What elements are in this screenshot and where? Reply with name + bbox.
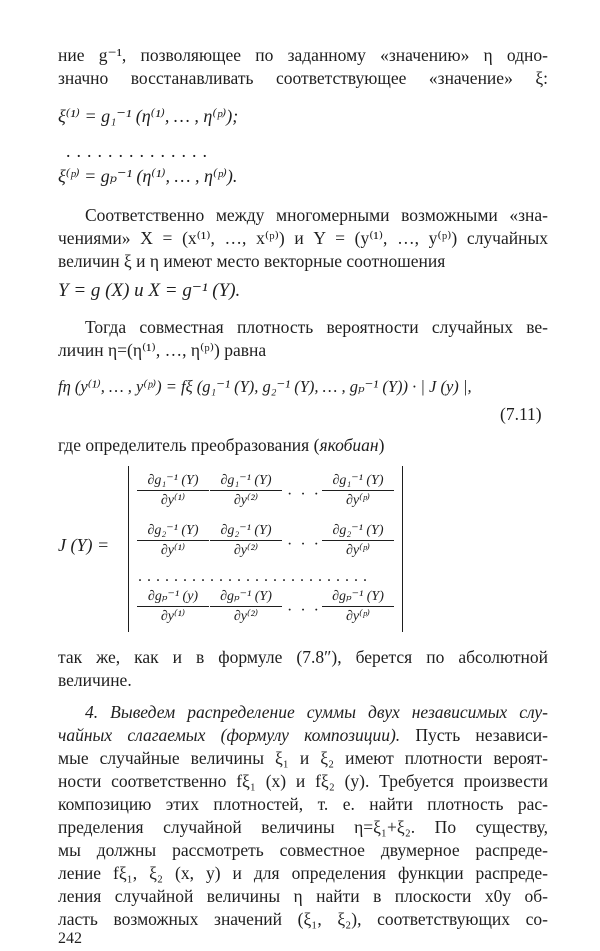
equation-number: (7.11) <box>500 404 542 424</box>
jacobian-cell <box>137 472 209 509</box>
cell-denominator: ∂y⁽²⁾ <box>233 609 259 624</box>
formula-xi-p: ξ⁽ᵖ⁾ = gₚ⁻¹ (η⁽¹⁾, … , η⁽ᵖ⁾). <box>58 166 238 186</box>
jacobian-cell <box>137 588 209 625</box>
section-heading-line: 4. Выведем распределение суммы двух независимых слу- <box>85 702 548 722</box>
text-line: ности соответственно fξ₁ (x) и fξ₂ (y). Требуется произвести <box>58 771 548 791</box>
cell-numerator: ∂gₚ⁻¹ (Y) <box>210 588 282 607</box>
text-line: ние g⁻¹, позволяющее по заданному «значению» η одно- <box>58 45 548 65</box>
formula-vector-relations: Y = g (X) и X = g⁻¹ (Y). <box>58 280 241 301</box>
text-span: где определитель преобразования ( <box>58 435 320 455</box>
cell-numerator: ∂g₁⁻¹ (Y) <box>137 472 209 491</box>
cell-denominator: ∂y⁽¹⁾ <box>160 543 186 558</box>
text-span: Пусть независи- <box>400 725 548 745</box>
jacobian-cell <box>210 588 282 625</box>
cell-numerator: ∂g₂⁻¹ (Y) <box>322 522 394 541</box>
column-ellipsis: · · · <box>287 536 321 553</box>
text-line: личин η=(η⁽¹⁾, …, η⁽ᵖ⁾) равна <box>58 340 267 360</box>
cell-numerator: ∂gₚ⁻¹ (y) <box>137 588 209 607</box>
determinant-left-bar <box>128 466 129 632</box>
vertical-ellipsis-row: .............. <box>66 141 213 161</box>
column-ellipsis: · · · <box>287 602 321 619</box>
cell-denominator: ∂y⁽ᵖ⁾ <box>346 543 370 558</box>
cell-numerator: ∂gₚ⁻¹ (Y) <box>322 588 394 607</box>
cell-denominator: ∂y⁽²⁾ <box>233 543 259 558</box>
text-line: мы должны рассмотреть совместное двумерное распреде- <box>58 840 548 860</box>
text-line <box>58 434 548 456</box>
text-line: пределения случайной величины η=ξ₁+ξ₂. По существу, <box>58 817 548 837</box>
cell-denominator: ∂y⁽ᵖ⁾ <box>346 609 370 624</box>
italic-term: чайных слагаемых (формулу композиции). <box>58 725 401 745</box>
determinant-right-bar <box>402 466 403 632</box>
cell-numerator: ∂g₂⁻¹ (Y) <box>210 522 282 541</box>
text-line: композицию этих плотностей, т. е. найти плотность рас- <box>58 794 548 814</box>
text-line: Тогда совместная плотность вероятности случайных ве- <box>85 317 548 337</box>
cell-numerator: ∂g₁⁻¹ (Y) <box>210 472 282 491</box>
page-number: 242 <box>58 930 82 947</box>
cell-denominator: ∂y⁽²⁾ <box>233 493 259 508</box>
jacobian-cell <box>137 522 209 559</box>
text-line <box>58 724 548 746</box>
text-line: ласть возможных значений (ξ₁, ξ₂), соответствующих со- <box>58 909 548 929</box>
text-line: ления случайной величины η найти в плоскости x0y об- <box>58 886 548 906</box>
jacobian-cell <box>322 588 394 625</box>
cell-denominator: ∂y⁽ᵖ⁾ <box>346 493 370 508</box>
row-ellipsis: .......................... <box>138 568 372 585</box>
cell-denominator: ∂y⁽¹⁾ <box>160 609 186 624</box>
text-line: так же, как и в формуле (7.8″), берется по абсолютной <box>58 647 548 667</box>
column-ellipsis: · · · <box>287 486 321 503</box>
text-line: мые случайные величины ξ₁ и ξ₂ имеют плотности вероят- <box>58 748 548 768</box>
text-line: Соответственно между многомерными возможными «зна- <box>85 205 548 225</box>
jacobian-cell <box>322 522 394 559</box>
jacobian-cell <box>210 472 282 509</box>
text-line: величине. <box>58 670 132 690</box>
jacobian-cell <box>210 522 282 559</box>
cell-numerator: ∂g₂⁻¹ (Y) <box>137 522 209 541</box>
text-line: ление fξ₁, ξ₂ (x, y) и для определения функции распреде- <box>58 863 548 883</box>
jacobian-cell <box>322 472 394 509</box>
cell-denominator: ∂y⁽¹⁾ <box>160 493 186 508</box>
text-span: ) <box>378 435 385 455</box>
formula-xi-1: ξ⁽¹⁾ = g₁⁻¹ (η⁽¹⁾, … , η⁽ᵖ⁾); <box>58 106 239 126</box>
jacobian-label: J (Y) = <box>58 535 110 555</box>
text-line: значно восстанавливать соответствующее «значение» ξ: <box>58 68 548 88</box>
italic-term: якобиан <box>319 435 379 455</box>
cell-numerator: ∂g₁⁻¹ (Y) <box>322 472 394 491</box>
text-line: чениями» X = (x⁽¹⁾, …, x⁽ᵖ⁾) и Y = (y⁽¹⁾, …, y⁽ᵖ⁾) случайных <box>58 228 548 248</box>
formula-joint-density: fη (y⁽¹⁾, … , y⁽ᵖ⁾) = fξ (g₁⁻¹ (Y), g₂⁻¹ (Y), … , gₚ⁻¹ (Y)) · | J (y) |, <box>58 377 472 396</box>
text-line: величин ξ и η имеют место векторные соотношения <box>58 251 446 271</box>
